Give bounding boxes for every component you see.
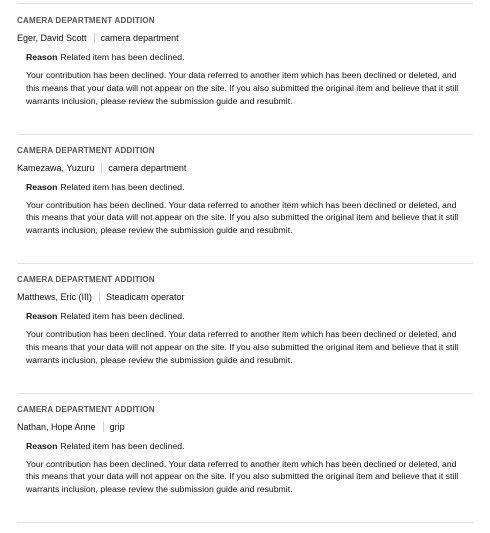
name-role-separator bbox=[94, 33, 95, 43]
submission-entry bbox=[17, 404, 473, 533]
entry-type-label: CAMERA DEPARTMENT ADDITION bbox=[17, 404, 473, 415]
top-divider bbox=[17, 3, 473, 4]
reason-line bbox=[26, 311, 473, 322]
reason-description: Your contribution has been declined. Your data referred to another item which has been declined or deleted, and this means that your data will not appear on the site. If you also submitted the original item and believe that it still warrants inclusion, please review the submission guide and resubmit. bbox=[26, 69, 466, 107]
entry-person-line bbox=[17, 292, 473, 303]
reason-description: Your contribution has been declined. Your data referred to another item which has been declined or deleted, and this means that your data will not appear on the site. If you also submitted the original item and believe that it still warrants inclusion, please review the submission guide and resubmit. bbox=[26, 199, 466, 237]
reason-line bbox=[26, 441, 473, 452]
bottom-divider bbox=[17, 522, 473, 523]
entry-divider bbox=[17, 393, 473, 394]
entry-person-line bbox=[17, 33, 473, 44]
entry-type-label: CAMERA DEPARTMENT ADDITION bbox=[17, 274, 473, 285]
person-role: grip bbox=[110, 422, 125, 432]
person-name: Eger, David Scott bbox=[17, 33, 87, 43]
entry-type-label: CAMERA DEPARTMENT ADDITION bbox=[17, 15, 473, 26]
person-name: Nathan, Hope Anne bbox=[17, 422, 96, 432]
submission-list bbox=[17, 15, 473, 533]
person-name: Kamezawa, Yuzuru bbox=[17, 163, 94, 173]
reason-label: Reason bbox=[26, 52, 57, 62]
reason-block bbox=[17, 52, 473, 107]
reason-text: Related item has been declined. bbox=[60, 182, 184, 192]
reason-text: Related item has been declined. bbox=[60, 52, 184, 62]
reason-block bbox=[17, 182, 473, 237]
submission-entry bbox=[17, 15, 473, 145]
reason-label: Reason bbox=[26, 182, 57, 192]
name-role-separator bbox=[103, 422, 104, 432]
reason-label: Reason bbox=[26, 441, 57, 451]
person-name: Matthews, Eric (III) bbox=[17, 292, 92, 302]
reason-block bbox=[17, 441, 473, 496]
name-role-separator bbox=[101, 163, 102, 173]
reason-text: Related item has been declined. bbox=[60, 441, 184, 451]
name-role-separator bbox=[99, 292, 100, 302]
reason-block bbox=[17, 311, 473, 366]
submission-entry bbox=[17, 274, 473, 404]
entry-divider bbox=[17, 263, 473, 264]
reason-line bbox=[26, 182, 473, 193]
person-role: Steadicam operator bbox=[106, 292, 185, 302]
submission-entry bbox=[17, 145, 473, 275]
entry-divider bbox=[17, 134, 473, 135]
reason-text: Related item has been declined. bbox=[60, 311, 184, 321]
entry-person-line bbox=[17, 163, 473, 174]
person-role: camera department bbox=[101, 33, 179, 43]
reason-line bbox=[26, 52, 473, 63]
reason-description: Your contribution has been declined. Your data referred to another item which has been declined or deleted, and this means that your data will not appear on the site. If you also submitted the original item and believe that it still warrants inclusion, please review the submission guide and resubmit. bbox=[26, 458, 466, 496]
entry-type-label: CAMERA DEPARTMENT ADDITION bbox=[17, 145, 473, 156]
reason-label: Reason bbox=[26, 311, 57, 321]
entry-person-line bbox=[17, 422, 473, 433]
person-role: camera department bbox=[108, 163, 186, 173]
reason-description: Your contribution has been declined. Your data referred to another item which has been declined or deleted, and this means that your data will not appear on the site. If you also submitted the original item and believe that it still warrants inclusion, please review the submission guide and resubmit. bbox=[26, 328, 466, 366]
